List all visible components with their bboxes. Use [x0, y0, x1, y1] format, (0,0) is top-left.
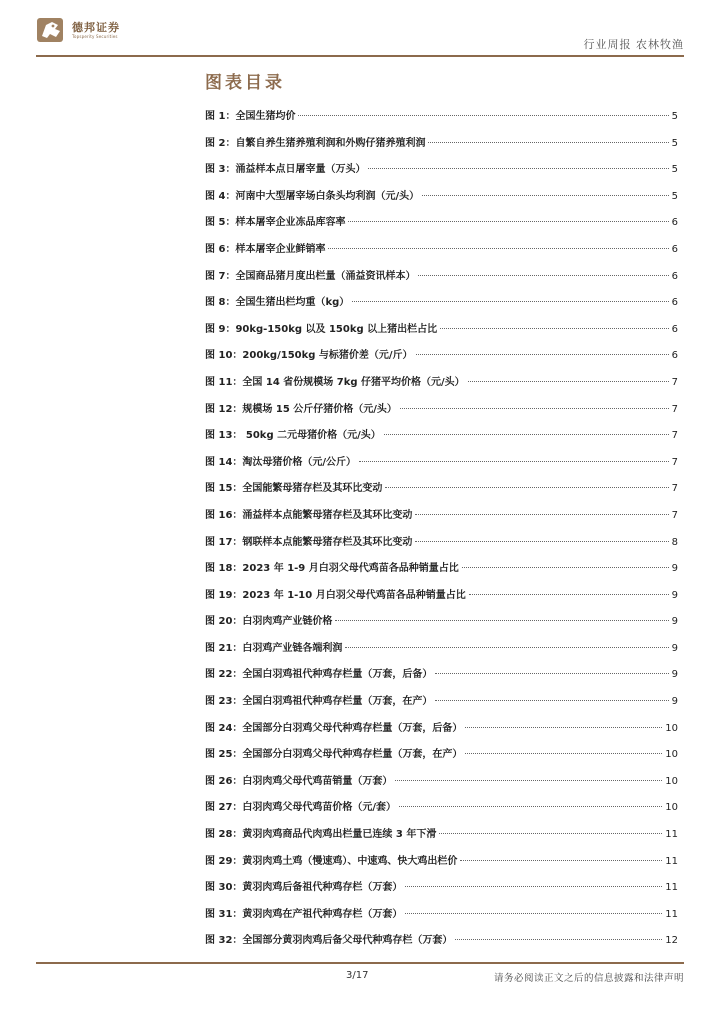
toc-entry[interactable]	[205, 343, 678, 370]
toc-entry-page: 9	[671, 563, 678, 575]
logo-text	[72, 21, 120, 40]
toc-leader-dots	[395, 780, 662, 781]
toc-heading: 图表目录	[205, 73, 285, 93]
toc-entry-page: 6	[671, 350, 678, 362]
toc-entry-label: 图 9：90kg-150kg 以及 150kg 以上猪出栏占比	[205, 323, 438, 335]
toc-entry-page: 10	[665, 802, 678, 814]
toc-entry[interactable]	[205, 928, 678, 955]
report-type-label: 行业周报 农林牧渔	[583, 38, 684, 51]
toc-entry[interactable]	[205, 450, 678, 477]
toc-leader-dots	[345, 647, 668, 648]
toc-entry-label: 图 28：黄羽肉鸡商品代肉鸡出栏量已连续 3 年下滑	[205, 829, 437, 841]
toc-leader-dots	[428, 142, 668, 143]
toc-leader-dots	[335, 620, 668, 621]
toc-leader-dots	[352, 301, 668, 302]
toc-entry-label: 图 20：白羽肉鸡产业链价格	[205, 616, 333, 628]
toc-entry-label: 图 29：黄羽肉鸡土鸡（慢速鸡）、中速鸡、快大鸡出栏价	[205, 855, 458, 867]
toc-entry[interactable]	[205, 636, 678, 663]
toc-entry-label: 图 16：涌益样本点能繁母猪存栏及其环比变动	[205, 509, 413, 521]
toc-entry-label: 图 3：涌益样本点日屠宰量（万头）	[205, 164, 366, 176]
toc-entry-page: 5	[671, 164, 678, 176]
toc-entry-label: 图 30：黄羽肉鸡后备祖代种鸡存栏（万套）	[205, 882, 403, 894]
toc-leader-dots	[462, 567, 669, 568]
toc-leader-dots	[384, 434, 669, 435]
toc-entry[interactable]	[205, 131, 678, 158]
toc-entry-label: 图 1：全国生猪均价	[205, 111, 296, 122]
toc-leader-dots	[418, 275, 668, 276]
toc-entry-page: 10	[665, 775, 678, 787]
toc-entry-page: 11	[665, 882, 678, 894]
toc-leader-dots	[405, 913, 662, 914]
toc-entry-label: 图 21：白羽鸡产业链各端利润	[205, 642, 343, 654]
toc-entry-label: 图 18：2023 年 1-9 月白羽父母代鸡苗各品种销量占比	[205, 563, 459, 575]
toc-leader-dots	[328, 248, 668, 249]
toc-entry[interactable]	[205, 902, 678, 929]
toc-entry-label: 图 23：全国白羽鸡祖代种鸡存栏量（万套，在产）	[205, 696, 433, 708]
toc-entry[interactable]	[205, 583, 678, 610]
toc-leader-dots	[298, 115, 668, 116]
toc-leader-dots	[422, 195, 669, 196]
toc-entry-page: 8	[671, 536, 678, 548]
toc-entry[interactable]	[205, 157, 678, 184]
toc-entry-page: 7	[671, 456, 678, 468]
toc-entry-page: 11	[665, 908, 678, 920]
toc-leader-dots	[440, 328, 669, 329]
toc-entry-page: 7	[671, 403, 678, 415]
toc-entry-label: 图 14：淘汰母猪价格（元/公斤）	[205, 456, 357, 468]
toc-entry-page: 6	[671, 217, 678, 229]
toc-entry-label: 图 17：钢联样本点能繁母猪存栏及其环比变动	[205, 536, 413, 548]
toc-entry-page: 9	[671, 589, 678, 601]
toc-leader-dots	[465, 753, 662, 754]
toc-entry-page: 7	[671, 376, 678, 388]
toc-leader-dots	[359, 461, 669, 462]
toc-entry-page: 5	[671, 190, 678, 202]
toc-entry-label: 图 11：全国 14 省份规模场 7kg 仔猪平均价格（元/头）	[205, 376, 465, 388]
toc-entry-label: 图 15：全国能繁母猪存栏及其环比变动	[205, 483, 383, 495]
toc-leader-dots	[368, 168, 668, 169]
logo-name-en: Topsperity Securities	[72, 33, 118, 39]
toc-entry-page: 6	[671, 243, 678, 255]
toc-entry[interactable]	[205, 210, 678, 237]
toc-entry-page: 6	[671, 323, 678, 335]
toc-entry-label: 图 5：样本屠宰企业冻品库容率	[205, 217, 346, 229]
toc-entry-page: 6	[671, 297, 678, 309]
toc-leader-dots	[439, 833, 662, 834]
toc-entry-page: 9	[671, 696, 678, 708]
toc-entry-page: 9	[671, 616, 678, 628]
toc-entry[interactable]	[205, 742, 678, 769]
toc-entry[interactable]	[205, 104, 678, 131]
toc-entry-label: 图 26：白羽肉鸡父母代鸡苗销量（万套）	[205, 775, 393, 787]
toc-entry[interactable]	[205, 556, 678, 583]
toc-entry-page: 9	[671, 642, 678, 654]
toc-entry[interactable]	[205, 503, 678, 530]
toc-entry-label: 图 10：200kg/150kg 与标猪价差（元/斤）	[205, 350, 413, 362]
toc-leader-dots	[465, 727, 662, 728]
toc-entry-label: 图 8：全国生猪出栏均重（kg）	[205, 297, 350, 309]
toc-entry[interactable]	[205, 769, 678, 796]
toc-entry-page: 11	[665, 855, 678, 867]
toc-entry-label: 图 24：全国部分白羽鸡父母代种鸡存栏量（万套，后备）	[205, 722, 463, 734]
toc-leader-dots	[435, 700, 668, 701]
toc-leader-dots	[348, 221, 668, 222]
toc-entry-page: 7	[671, 509, 678, 521]
toc-entry-page: 10	[665, 749, 678, 761]
toc-entry-label: 图 7：全国商品猪月度出栏量（涌益资讯样本）	[205, 270, 416, 282]
toc-entry[interactable]	[205, 397, 678, 424]
toc-entry-page: 7	[671, 483, 678, 495]
toc-entry[interactable]	[205, 609, 678, 636]
toc-leader-dots	[435, 673, 668, 674]
toc-leader-dots	[455, 939, 662, 940]
header-divider	[36, 55, 684, 57]
toc-entry-label: 图 2：自繁自养生猪养殖利润和外购仔猪养殖利润	[205, 137, 426, 149]
toc-entry-label: 图 32：全国部分黄羽肉鸡后备父母代种鸡存栏（万套）	[205, 935, 453, 947]
toc-leader-dots	[469, 594, 669, 595]
toc-entry-label: 图 27：白羽肉鸡父母代鸡苗价格（元/套）	[205, 802, 397, 814]
toc-entry-label: 图 13： 50kg 二元母猪价格（元/头）	[205, 430, 381, 442]
toc-entry[interactable]	[205, 370, 678, 397]
toc-entry[interactable]	[205, 423, 678, 450]
toc-entry[interactable]	[205, 822, 678, 849]
page-header	[0, 0, 724, 58]
toc-entry[interactable]	[205, 184, 678, 211]
toc-entry[interactable]	[205, 530, 678, 557]
toc-entry-page: 5	[671, 111, 678, 122]
toc-entry-page: 7	[671, 430, 678, 442]
toc-entry[interactable]	[205, 476, 678, 503]
toc-entry[interactable]	[205, 264, 678, 291]
toc-entry[interactable]	[205, 317, 678, 344]
toc-entry-page: 11	[665, 829, 678, 841]
toc-entry-page: 6	[671, 270, 678, 282]
toc-entry-page: 9	[671, 669, 678, 681]
toc-entry[interactable]	[205, 875, 678, 902]
toc-entry[interactable]	[205, 689, 678, 716]
toc-leader-dots	[399, 806, 662, 807]
toc-leader-dots	[460, 860, 662, 861]
footer-divider	[36, 962, 684, 964]
toc-entry[interactable]	[205, 662, 678, 689]
toc-entry-label: 图 6：样本屠宰企业鲜销率	[205, 243, 326, 255]
toc-entry-label: 图 31：黄羽肉鸡在产祖代种鸡存栏（万套）	[205, 908, 403, 920]
toc-entry[interactable]	[205, 237, 678, 264]
footer-disclaimer: 请务必阅读正文之后的信息披露和法律声明	[493, 973, 684, 984]
toc-leader-dots	[415, 541, 668, 542]
toc-entry-label: 图 4：河南中大型屠宰场白条头均利润（元/头）	[205, 190, 420, 202]
toc-entry[interactable]	[205, 849, 678, 876]
toc-leader-dots	[416, 354, 669, 355]
toc-entry-label: 图 12：规模场 15 公斤仔猪价格（元/头）	[205, 403, 397, 415]
logo-mark-icon	[36, 16, 66, 44]
company-logo	[36, 14, 166, 46]
toc-entry-page: 12	[665, 935, 678, 947]
toc-entry[interactable]	[205, 716, 678, 743]
toc-entry-page: 10	[665, 722, 678, 734]
toc-leader-dots	[400, 408, 669, 409]
toc-entry[interactable]	[205, 795, 678, 822]
toc-entry-page: 5	[671, 137, 678, 149]
page-number: 3/17	[346, 970, 369, 981]
toc-leader-dots	[385, 487, 668, 488]
toc-entry-label: 图 22：全国白羽鸡祖代种鸡存栏量（万套，后备）	[205, 669, 433, 681]
toc-list	[205, 104, 678, 955]
toc-leader-dots	[405, 886, 662, 887]
toc-entry-label: 图 25：全国部分白羽鸡父母代种鸡存栏量（万套，在产）	[205, 749, 463, 761]
toc-leader-dots	[415, 514, 668, 515]
toc-entry[interactable]	[205, 290, 678, 317]
toc-entry-label: 图 19：2023 年 1-10 月白羽父母代鸡苗各品种销量占比	[205, 589, 466, 601]
logo-name-cn: 德邦证券	[72, 20, 120, 34]
toc-leader-dots	[468, 381, 669, 382]
